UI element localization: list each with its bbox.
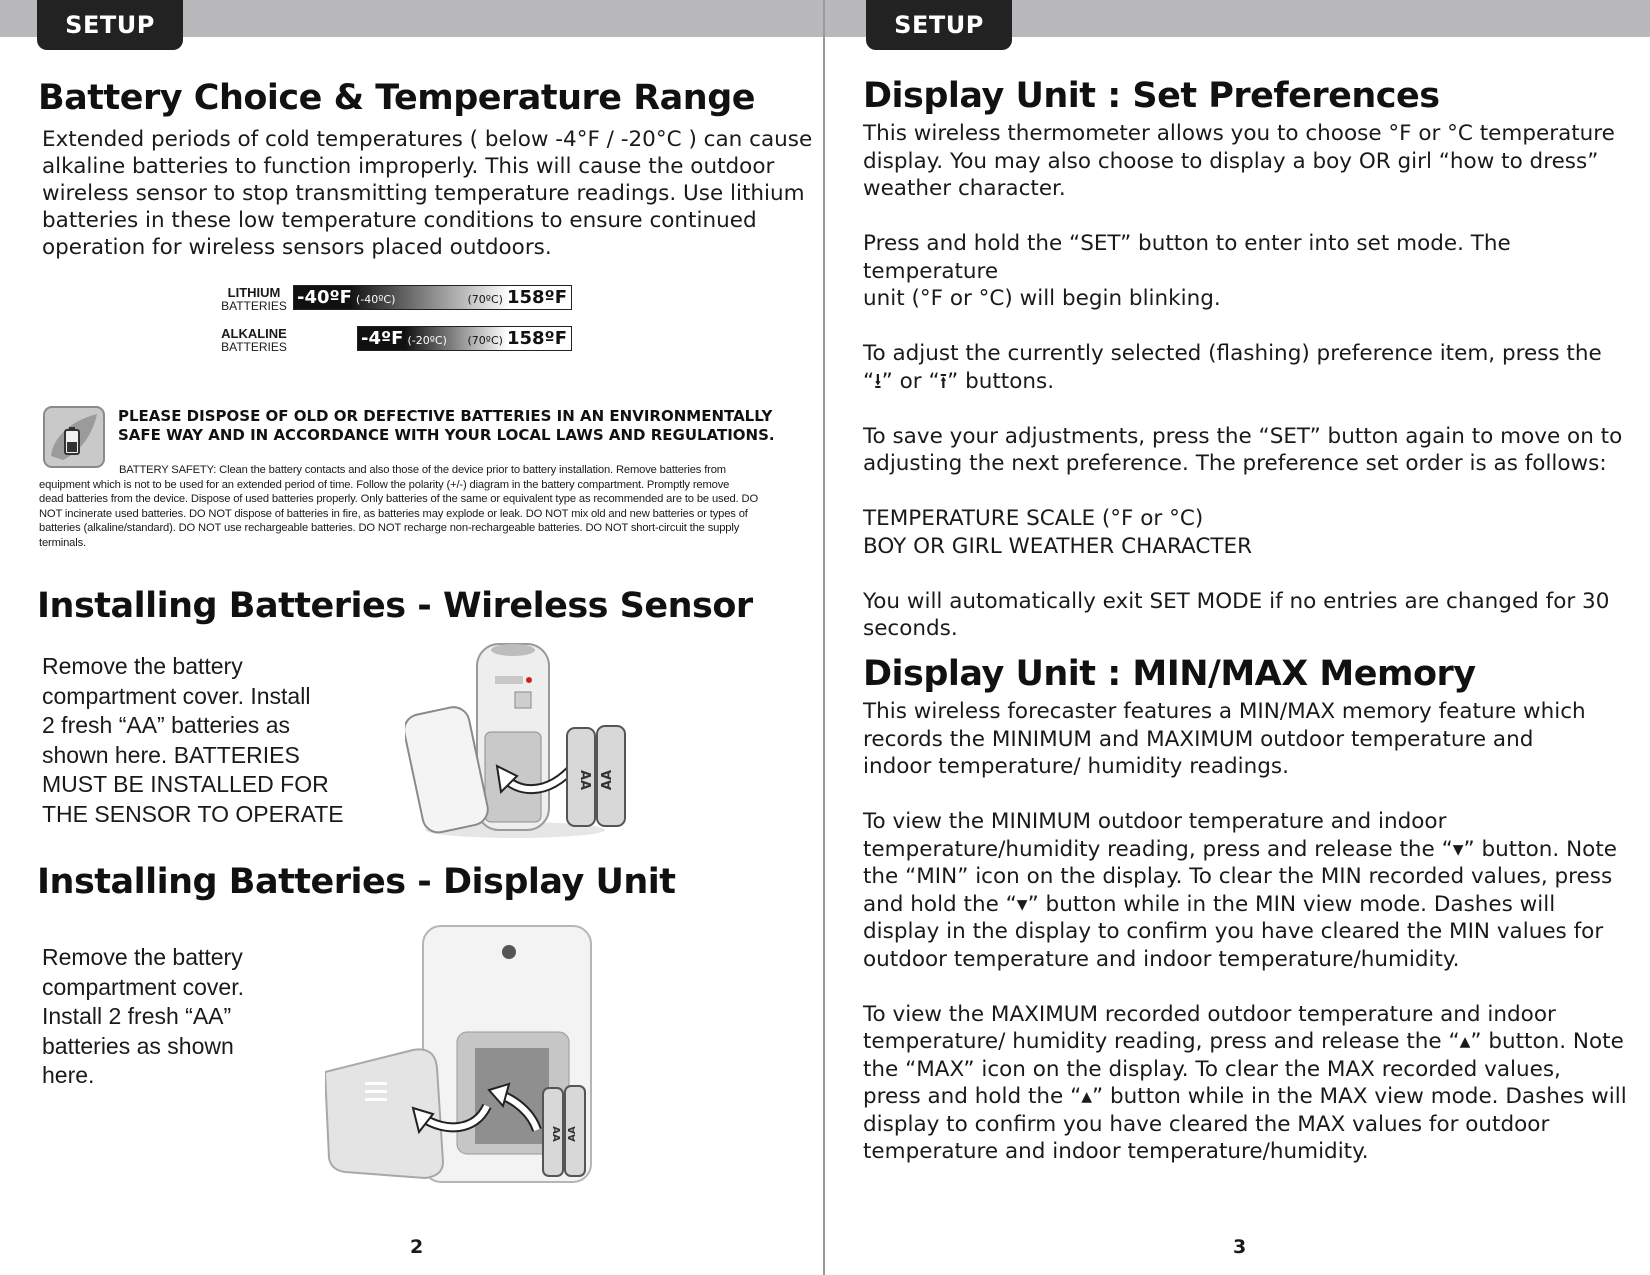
display-battery-label-1: AA	[550, 1126, 561, 1142]
battery-disposal-icon	[43, 406, 105, 468]
right-page	[823, 0, 1650, 1275]
display-battery-label-2: AA	[567, 1126, 578, 1142]
setup-tab-right: SETUP	[866, 0, 1012, 50]
wireless-sensor-text: Remove the battery compartment cover. Install 2 fresh “AA” batteries as shown here. BATTERIES MUST BE INSTALLED FOR THE SENSOR TO OPERATE	[42, 653, 344, 827]
alkaline-range-bar: -4ºF (-20ºC) (70ºC) 158ºF	[357, 326, 572, 351]
setup-tab: SETUP	[37, 0, 183, 50]
battery-choice-text: Extended periods of cold temperatures ( below -4°F / -20°C ) can cause alkaline batteries to function improperly. This will cause the outdoor wireless sensor to stop transmitting temperature readings. Use lithium batteries in these low temperature conditions to ensure continued operation for wireless sensors placed outdoors.	[42, 127, 813, 260]
wireless-sensor-title: Installing Batteries - Wireless Sensor	[37, 586, 753, 626]
page-number-right: 3	[1233, 1236, 1247, 1258]
lithium-range-bar: -40ºF (-40ºC) (70ºC) 158ºF	[293, 285, 572, 310]
display-unit-text: Remove the battery compartment cover. Install 2 fresh “AA” batteries as shown here.	[42, 944, 244, 1088]
display-unit-title: Installing Batteries - Display Unit	[37, 862, 676, 902]
display-unit-illustration	[325, 922, 595, 1184]
wireless-sensor-illustration	[405, 640, 640, 840]
disposal-notice: PLEASE DISPOSE OF OLD OR DEFECTIVE BATTERIES IN AN ENVIRONMENTALLY SAFE WAY AND IN ACCORDANCE WITH YOUR LOCAL LAWS AND REGULATIONS.	[118, 407, 775, 444]
page-number-left: 2	[410, 1236, 424, 1258]
battery-safety-text: BATTERY SAFETY: Clean the battery contacts and also those of the device prior to battery installation. Remove batteries from equipment which is not to be used for an extended period of time. Follow the polarity (+/-) diagram in the battery compartment. Promptly remove dead batteries from the device. Dispose of used batteries properly. Only batteries of the same or equivalent type as recommended are to be used. DO NOT incinerate used batteries. DO NOT dispose of batteries in fire, as batteries may explode or leak. DO NOT mix old and new batteries or types of batteries (alkaline/standard). DO NOT use rechargeable batteries. DO NOT recharge non-rechargeable batteries. DO NOT short-circuit the supply terminals.	[39, 464, 759, 549]
lithium-label: LITHIUM BATTERIES	[221, 285, 287, 313]
minmax-memory-title: Display Unit : MIN/MAX Memory	[863, 654, 1476, 694]
set-preferences-title: Display Unit : Set Preferences	[863, 76, 1440, 116]
set-preferences-text: This wireless thermometer allows you to choose °F or °C temperature display. You may also choose to display a boy OR girl “how to dress” weather character. Press and hold the “SET” button to enter into set mode. The temperature unit (°F or °C) will begin blinking. To adjust the currently selected (flashing) preference item, press the “⭳” or “⭱” buttons. To save your adjustments, press the “SET” button again to move on to adjusting the next preference. The preference set order is as follows: TEMPERATURE SCALE (°F or °C) BOY OR GIRL WEATHER CHARACTER You will automatically exit SET MODE if no entries are changed for 30 seconds.	[863, 121, 1623, 641]
battery-choice-title: Battery Choice & Temperature Range	[38, 78, 755, 118]
sensor-battery-label-2: AA	[600, 769, 615, 791]
alkaline-label: ALKALINE BATTERIES	[221, 326, 287, 354]
minmax-memory-text: This wireless forecaster features a MIN/MAX memory feature which records the MINIMUM and MAXIMUM outdoor temperature and indoor temperature/ humidity readings. To view the MINIMUM outdoor temperature and indoor temperature/humidity reading, press and release the “▾” button. Note the “MIN” icon on the display. To clear the MIN recorded values, press and hold the “▾” button while in the MIN view mode. Dashes will display in the display to confirm you have cleared the MIN values for outdoor temperature and indoor temperature/humidity. To view the MAXIMUM recorded outdoor temperature and indoor temperature/ humidity reading, press and release the “▴” button. Note the “MAX” icon on the display. To clear the MAX recorded values, press and hold the “▴” button while in the MAX view mode. Dashes will display to confirm you have cleared the MAX values for outdoor temperature and indoor temperature/humidity.	[863, 699, 1627, 1164]
left-page	[0, 0, 823, 1275]
sensor-battery-label-1: AA	[577, 769, 592, 791]
